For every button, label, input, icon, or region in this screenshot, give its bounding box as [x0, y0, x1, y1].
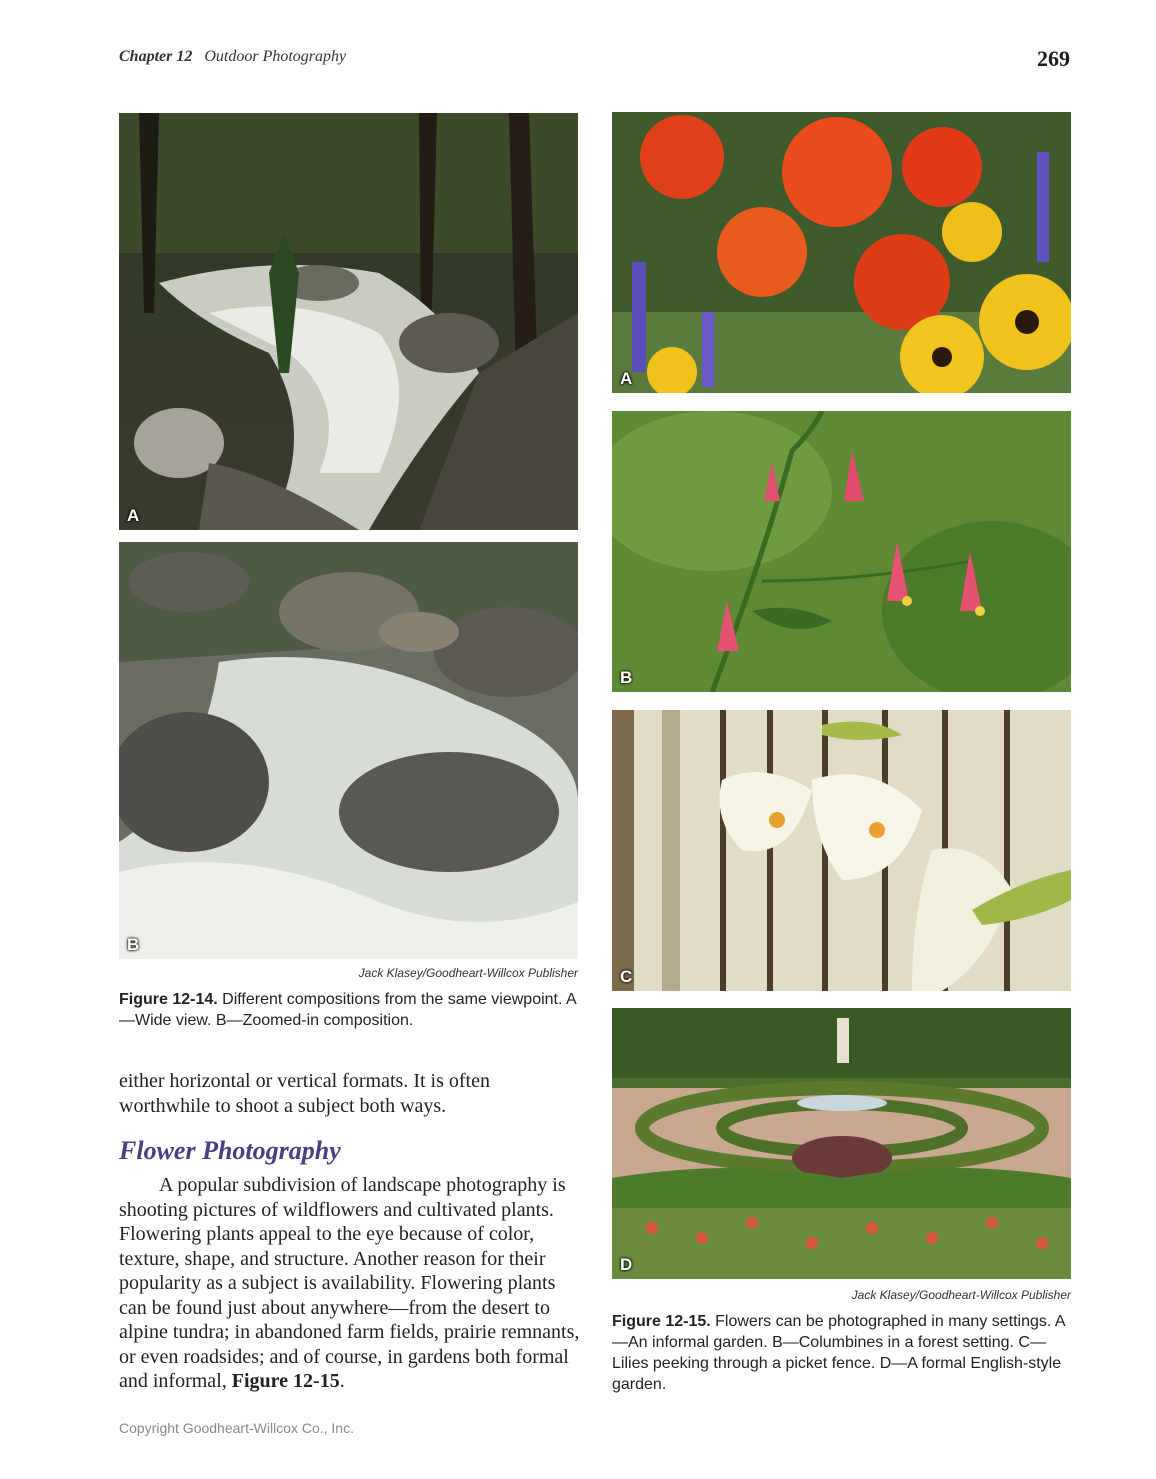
figure-number: Figure 12-15. — [612, 1313, 711, 1330]
running-header — [119, 48, 346, 66]
photo-label: B — [127, 935, 140, 954]
body-continuation: either horizontal or vertical formats. It is often worthwhile to shoot a subject both ways. — [119, 1070, 490, 1117]
photo-label: C — [620, 967, 633, 986]
zinnia-garden-photo — [612, 112, 1071, 393]
page-number: 269 — [1037, 46, 1070, 71]
lilies-fence-photo — [612, 710, 1071, 991]
section-heading: Flower Photography — [119, 1136, 341, 1165]
paragraph-end: . — [339, 1370, 345, 1392]
caption-text: Flowers can be photographed in many settings. A—An informal garden. B—Columbines in a forest setting. C—Lilies peeking through a picket fence. D—A formal English-style garden. — [612, 1313, 1066, 1393]
formal-garden-photo — [612, 1008, 1071, 1279]
figure-credit: Jack Klasey/Goodheart-Willcox Publisher — [358, 966, 578, 980]
figure-caption — [119, 989, 578, 1031]
figure-reference: Figure 12-15 — [231, 1370, 340, 1392]
photo-label: A — [127, 506, 140, 525]
columbine-photo — [612, 411, 1071, 692]
body-paragraph — [119, 1173, 581, 1394]
photo-label: D — [620, 1255, 633, 1274]
figure-caption — [612, 1311, 1071, 1395]
figure-number: Figure 12-14. — [119, 991, 218, 1008]
photo-label: A — [620, 369, 633, 388]
river-wide-view-photo — [119, 113, 578, 530]
chapter-title: Outdoor Photography — [204, 48, 347, 65]
caption-text: Different compositions from the same viewpoint. A—Wide view. B—Zoomed-in composition. — [119, 991, 577, 1029]
paragraph-text: A popular subdivision of landscape photography is shooting pictures of wildflowers and cultivated plants. Flowering plants appeal to the eye because of color, texture, shape, and structure. Another reason for their popularity as a subject is availability. Flowering plants can be found just about anywhere—from the desert to alpine tundra; in abandoned farm fields, prairie remnants, or even roadsides; and of course, in gardens both formal and informal, — [119, 1174, 580, 1392]
river-zoomed-photo — [119, 542, 578, 959]
copyright-footer: Copyright Goodheart-Willcox Co., Inc. — [119, 1420, 354, 1436]
photo-label: B — [620, 668, 633, 687]
chapter-label: Chapter 12 — [119, 48, 193, 65]
figure-credit: Jack Klasey/Goodheart-Willcox Publisher — [851, 1288, 1071, 1302]
